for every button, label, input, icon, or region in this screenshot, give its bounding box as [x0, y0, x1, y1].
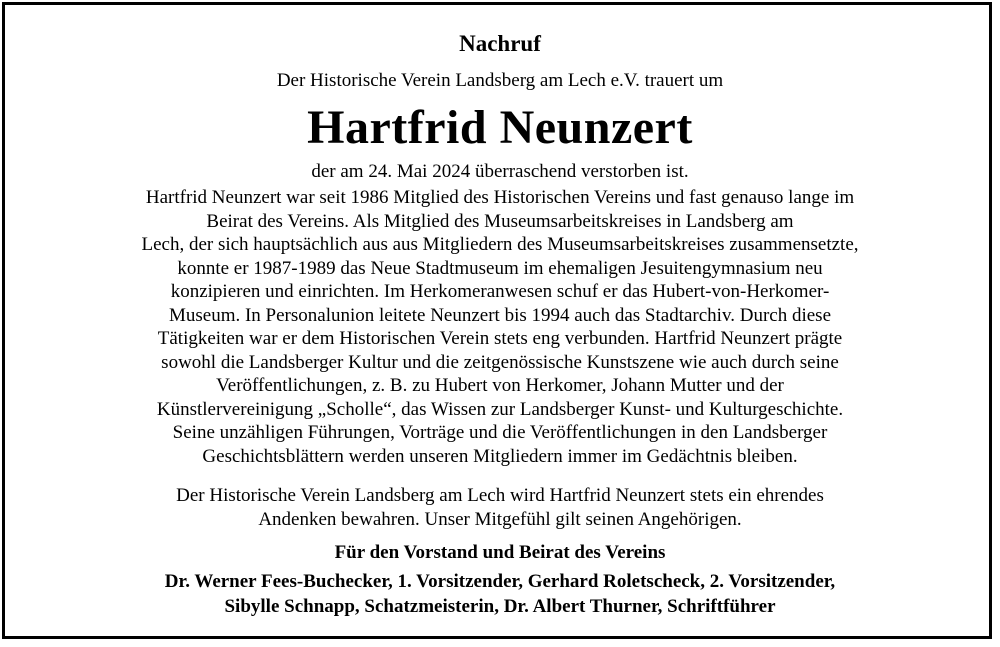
body-line: Museum. In Personalunion leitete Neunzert bis 1994 auch das Stadtarchiv. Durch diese: [168, 304, 831, 326]
body-line: sowohl die Landsberger Kultur und die zeitgenössische Kunstszene wie auch durch seine: [161, 351, 839, 373]
body-line: Künstlervereinigung „Scholle“, das Wissen zur Landsberger Kunst- und Kulturgeschichte.: [156, 398, 844, 420]
body-line: Hartfrid Neunzert war seit 1986 Mitglied des Historischen Vereins und fast genauso lange im: [145, 187, 855, 208]
closing-paragraph: [40, 484, 960, 531]
body-line: Veröffentlichungen, z. B. zu Hubert von Herkomer, Johann Mutter und der: [216, 375, 784, 396]
body-line: Seine unzähligen Führungen, Vorträge und die Veröffentlichungen in den Landsberger: [172, 422, 828, 443]
body-line: konzipieren und einrichten. Im Herkomeranwesen schuf er das Hubert-von-Herkomer-: [170, 281, 830, 302]
body-line: Beirat des Vereins. Als Mitglied des Museumsarbeitskreises in Landsberg am: [206, 210, 794, 232]
signature-line: Sibylle Schnapp, Schatzmeisterin, Dr. Albert Thurner, Schriftführer: [224, 596, 776, 617]
closing-line: Andenken bewahren. Unser Mitgefühl gilt seinen Angehörigen.: [258, 508, 742, 530]
notice-title: Nachruf: [459, 31, 541, 56]
body-line: Geschichtsblättern werden unseren Mitgliedern immer im Gedächtnis bleiben.: [202, 445, 798, 467]
signature-heading: Für den Vorstand und Beirat des Vereins: [334, 542, 666, 563]
signature-line: Dr. Werner Fees-Buchecker, 1. Vorsitzender, Gerhard Roletscheck, 2. Vorsitzender,: [164, 571, 836, 592]
signature-names: [0, 569, 1000, 619]
body-line: Tätigkeiten war er dem Historischen Verein stets eng verbunden. Hartfrid Neunzert prägte: [157, 328, 843, 349]
body-line: Lech, der sich hauptsächlich aus aus Mitgliedern des Museumsarbeitskreises zusammensetzte,: [141, 234, 859, 255]
body-line: konnte er 1987-1989 das Neue Stadtmuseum im ehemaligen Jesuitengymnasium neu: [177, 257, 823, 279]
deceased-name: Hartfrid Neunzert: [307, 101, 693, 154]
closing-line: Der Historische Verein Landsberg am Lech wird Hartfrid Neunzert stets ein ehrendes: [176, 485, 824, 506]
obituary-body: [40, 186, 960, 468]
notice-subtitle: Der Historische Verein Landsberg am Lech e.V. trauert um: [276, 70, 724, 91]
death-date-line: der am 24. Mai 2024 überraschend verstorben ist.: [311, 161, 689, 182]
